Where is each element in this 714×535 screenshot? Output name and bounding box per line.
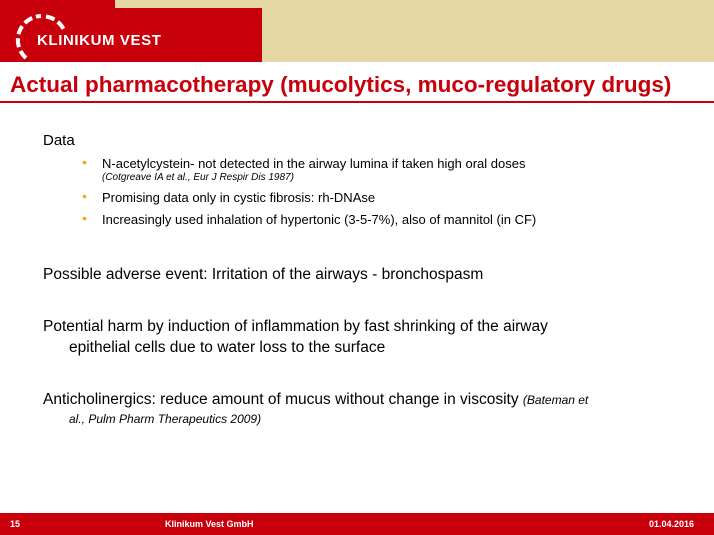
footer-company: Klinikum Vest GmbH	[165, 519, 254, 529]
header-accent-bar	[262, 0, 714, 62]
anticholinergics-paragraph	[43, 389, 693, 427]
anticholinergics-citation-1: (Bateman et	[522, 393, 589, 407]
data-section-label: Data	[43, 132, 75, 149]
harm-line-2: epithelial cells due to water loss to the surface	[69, 339, 386, 356]
bullet-text: Increasingly used inhalation of hypertonic (3-5-7%), also of mannitol (in CF)	[102, 212, 537, 227]
bullet-dot-icon: •	[82, 154, 87, 170]
adverse-event-paragraph: Possible adverse event: Irritation of the airways - bronchospasm	[43, 266, 484, 283]
footer-bar	[0, 513, 714, 535]
list-item	[82, 211, 682, 228]
logo-text: KLINIKUM VEST	[37, 32, 162, 49]
footer-date: 01.04.2016	[648, 519, 694, 529]
list-item	[82, 155, 682, 184]
harm-paragraph	[43, 316, 693, 358]
header-accent-stripe	[115, 0, 262, 8]
harm-line-1: Potential harm by induction of inflammation by fast shrinking of the airway	[43, 318, 548, 335]
bullet-text: N-acetylcystein- not detected in the airway lumina if taken high oral doses	[102, 156, 526, 171]
anticholinergics-text: Anticholinergics: reduce amount of mucus without change in viscosity	[43, 391, 519, 408]
page-number: 15	[10, 519, 21, 529]
anticholinergics-citation-2: al., Pulm Pharm Therapeutics 2009)	[69, 412, 262, 426]
page-title: Actual pharmacotherapy (mucolytics, muco-regulatory drugs)	[10, 72, 672, 97]
bullet-dot-icon: •	[82, 210, 87, 226]
bullet-text: Promising data only in cystic fibrosis: rh-DNAse	[102, 190, 376, 205]
list-item	[82, 189, 682, 206]
bullet-citation: (Cotgreave IA et al., Eur J Respir Dis 1987)	[102, 172, 294, 183]
data-bullet-list	[82, 155, 682, 228]
bullet-dot-icon: •	[82, 188, 87, 204]
title-divider	[0, 101, 714, 103]
